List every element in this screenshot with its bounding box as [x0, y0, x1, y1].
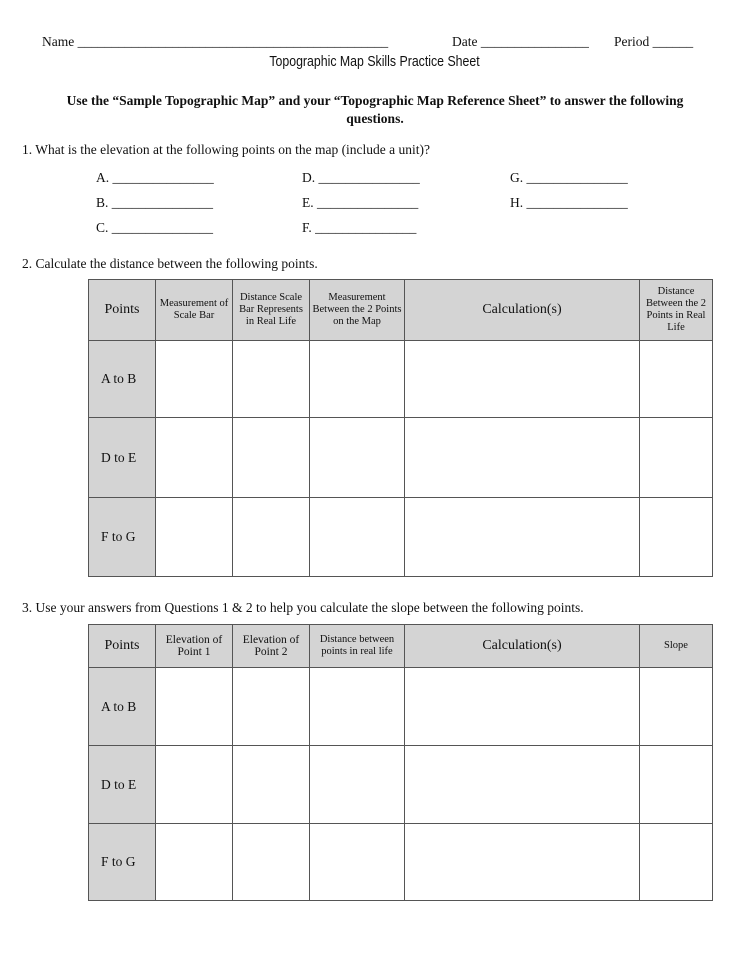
blank-d[interactable]: D. _______________	[302, 170, 420, 185]
header-slope: Slope	[640, 625, 713, 668]
table-header-row	[89, 280, 713, 341]
answer-cell[interactable]	[156, 498, 233, 577]
answer-cell[interactable]	[640, 746, 713, 824]
answer-cell[interactable]	[233, 746, 310, 824]
answer-cell[interactable]	[640, 824, 713, 901]
blank-b[interactable]: B. _______________	[96, 195, 214, 210]
header-real-distance: Distance Between the 2 Points in Real Life	[640, 280, 713, 341]
blank-g[interactable]: G. _______________	[510, 170, 628, 185]
answer-cell[interactable]	[233, 418, 310, 498]
answer-cell[interactable]	[310, 824, 405, 901]
answer-cell[interactable]	[156, 418, 233, 498]
table-row	[89, 341, 713, 418]
row-label: A to B	[89, 668, 156, 746]
answer-cell[interactable]	[156, 824, 233, 901]
answer-cell[interactable]	[310, 498, 405, 577]
answer-cell[interactable]	[405, 746, 640, 824]
name-field[interactable]: Name ______________________________________________	[42, 34, 389, 49]
row-label: D to E	[89, 418, 156, 498]
page-title: Topographic Map Skills Practice Sheet	[269, 54, 480, 70]
slope-table	[88, 624, 713, 901]
question-1: 1. What is the elevation at the following points on the map (include a unit)?	[22, 142, 431, 157]
header-scale-bar: Measurement of Scale Bar	[156, 280, 233, 341]
answer-cell[interactable]	[310, 746, 405, 824]
answer-cell[interactable]	[156, 746, 233, 824]
answer-cell[interactable]	[405, 418, 640, 498]
row-label: A to B	[89, 341, 156, 418]
blank-e[interactable]: E. _______________	[302, 195, 419, 210]
period-field[interactable]: Period ______	[614, 34, 694, 49]
header-map-measure: Measurement Between the 2 Points on the Map	[310, 280, 405, 341]
table-row	[89, 746, 713, 824]
answer-cell[interactable]	[405, 341, 640, 418]
instructions: Use the “Sample Topographic Map” and your “Topographic Map Reference Sheet” to answer the following questions.	[66, 93, 684, 126]
answer-cell[interactable]	[405, 824, 640, 901]
answer-cell[interactable]	[405, 498, 640, 577]
table-row	[89, 418, 713, 498]
distance-table	[88, 279, 713, 577]
answer-cell[interactable]	[233, 668, 310, 746]
question-2: 2. Calculate the distance between the following points.	[22, 256, 318, 271]
header-real-distance: Distance between points in real life	[310, 625, 405, 668]
table-header-row	[89, 625, 713, 668]
header-scale-real: Distance Scale Bar Represents in Real Life	[233, 280, 310, 341]
header-elevation-1: Elevation of Point 1	[156, 625, 233, 668]
answer-cell[interactable]	[640, 498, 713, 577]
header-calculations: Calculation(s)	[405, 280, 640, 341]
row-label: F to G	[89, 824, 156, 901]
answer-cell[interactable]	[233, 824, 310, 901]
answer-cell[interactable]	[640, 668, 713, 746]
row-label: F to G	[89, 498, 156, 577]
answer-cell[interactable]	[156, 341, 233, 418]
row-label: D to E	[89, 746, 156, 824]
answer-cell[interactable]	[233, 498, 310, 577]
answer-cell[interactable]	[405, 668, 640, 746]
answer-cell[interactable]	[640, 418, 713, 498]
header-elevation-2: Elevation of Point 2	[233, 625, 310, 668]
header-points: Points	[89, 280, 156, 341]
answer-cell[interactable]	[310, 418, 405, 498]
date-field[interactable]: Date ________________	[452, 34, 589, 49]
blank-c[interactable]: C. _______________	[96, 220, 214, 235]
answer-cell[interactable]	[640, 341, 713, 418]
header-points: Points	[89, 625, 156, 668]
table-row	[89, 668, 713, 746]
question-3: 3. Use your answers from Questions 1 & 2 to help you calculate the slope between the following points.	[22, 600, 584, 615]
header-calculations: Calculation(s)	[405, 625, 640, 668]
table-row	[89, 498, 713, 577]
blank-a[interactable]: A. _______________	[96, 170, 214, 185]
answer-cell[interactable]	[156, 668, 233, 746]
answer-cell[interactable]	[310, 668, 405, 746]
table-row	[89, 824, 713, 901]
answer-cell[interactable]	[310, 341, 405, 418]
blank-h[interactable]: H. _______________	[510, 195, 628, 210]
blank-f[interactable]: F. _______________	[302, 220, 417, 235]
answer-cell[interactable]	[233, 341, 310, 418]
